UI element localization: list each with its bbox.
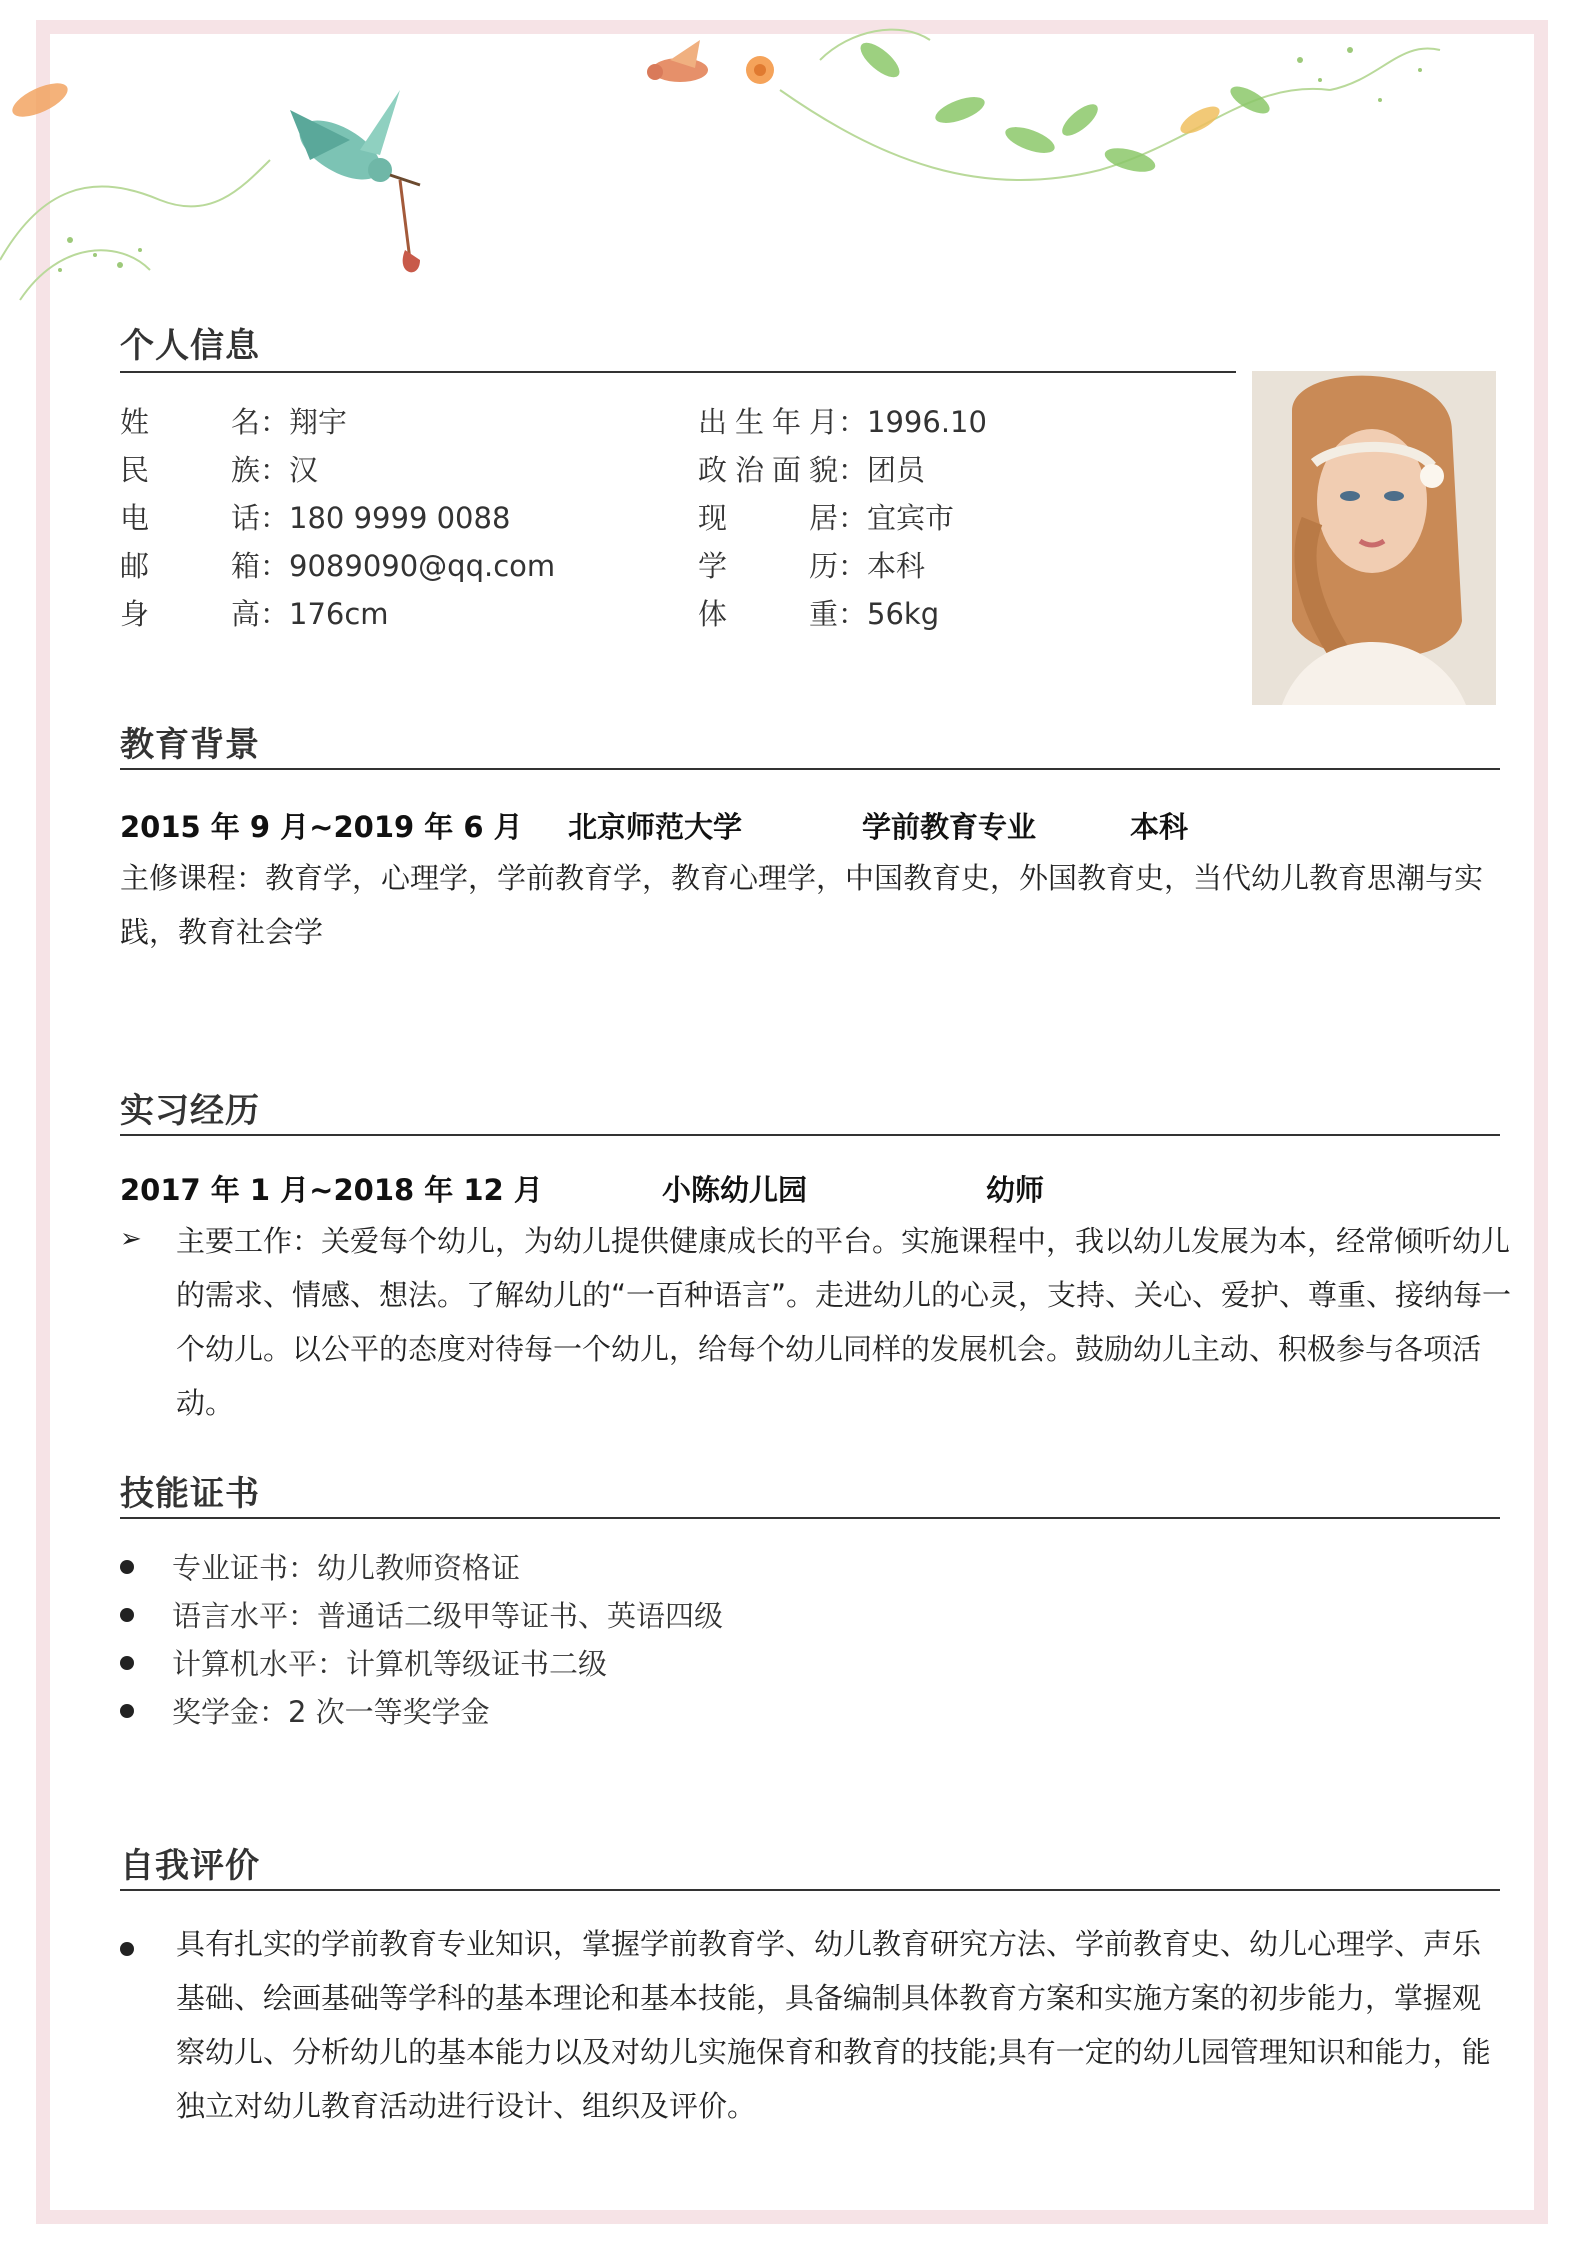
info-value: 180 9999 0088 (289, 501, 511, 535)
info-political: 政治面貌：团员 (698, 448, 925, 489)
floral-decoration (0, 0, 1587, 310)
info-label: 邮箱 (120, 549, 260, 583)
rule-internship (120, 1134, 1500, 1136)
rule-self (120, 1889, 1500, 1891)
section-title-education: 教育背景 (120, 725, 260, 765)
education-school: 北京师范大学 (568, 810, 743, 844)
bullet-dot-icon (120, 1560, 134, 1574)
info-height: 身高：176cm (120, 592, 389, 633)
skill-item: 语言水平：普通话二级甲等证书、英语四级 (120, 1594, 723, 1635)
info-birth: 出生年月：1996.10 (698, 400, 987, 441)
rule-skills (120, 1517, 1500, 1519)
skill-item: 奖学金：2 次一等奖学金 (120, 1690, 490, 1731)
rule-personal (120, 371, 1236, 373)
skill-item: 计算机水平：计算机等级证书二级 (120, 1642, 607, 1683)
info-weight: 体重：56kg (698, 592, 939, 633)
info-value: 本科 (867, 549, 926, 583)
section-title-internship: 实习经历 (120, 1091, 260, 1131)
education-degree: 本科 (1130, 810, 1189, 844)
bullet-dot-icon (120, 1704, 134, 1718)
internship-period: 2017 年 1 月~2018 年 12 月 (120, 1173, 543, 1207)
info-label: 民族 (120, 453, 260, 487)
rule-education (120, 768, 1500, 770)
arrow-bullet-icon: ➢ (120, 1224, 142, 1254)
info-label: 现居 (698, 501, 838, 535)
info-value: 176cm (289, 597, 389, 631)
info-value: 翔宇 (289, 405, 348, 439)
page-frame (36, 20, 1548, 2224)
info-value: 宜宾市 (867, 501, 955, 535)
info-ethnicity: 民族：汉 (120, 448, 318, 489)
internship-org: 小陈幼儿园 (662, 1173, 808, 1207)
bullet-dot-icon (120, 1608, 134, 1622)
section-title-personal: 个人信息 (120, 326, 260, 366)
internship-description: 主要工作：关爱每个幼儿，为幼儿提供健康成长的平台。实施课程中，我以幼儿发展为本，经常倾听幼儿的需求、情感、想法。了解幼儿的“一百种语言”。走进幼儿的心灵，支持、关心、爱护、尊重、接纳每一个幼儿。以公平的态度对待每一个幼儿，给每个幼儿同样的发展机会。鼓励幼儿主动、积极参与各项活动。 (176, 1224, 1512, 1420)
info-label: 学历 (698, 549, 838, 583)
info-value: 1996.10 (867, 405, 987, 439)
info-label: 姓名 (120, 405, 260, 439)
bullet-dot-icon (120, 1942, 134, 1956)
info-value: 56kg (867, 597, 940, 631)
info-label: 政治面貌 (698, 453, 838, 487)
hummingbird-icon (290, 90, 420, 272)
info-label: 出生年月 (698, 405, 838, 439)
education-period: 2015 年 9 月~2019 年 6 月 (120, 810, 523, 844)
avatar (1252, 371, 1496, 705)
section-title-skills: 技能证书 (120, 1474, 260, 1514)
info-email: 邮箱：9089090@qq.com (120, 544, 555, 585)
info-label: 身高 (120, 597, 260, 631)
skill-item: 专业证书：幼儿教师资格证 (120, 1546, 520, 1587)
info-label: 体重 (698, 597, 838, 631)
vine-left (0, 160, 270, 300)
info-name: 姓名：翔宇 (120, 400, 347, 441)
bird-small-icon (647, 40, 708, 82)
dots-left (58, 237, 142, 272)
info-degree: 学历：本科 (698, 544, 925, 585)
internship-role: 幼师 (986, 1173, 1045, 1207)
bullet-dot-icon (120, 1656, 134, 1670)
info-label: 电话 (120, 501, 260, 535)
self-evaluation-text: 具有扎实的学前教育专业知识，掌握学前教育学、幼儿教育研究方法、学前教育史、幼儿心理学、声乐基础、绘画基础等学科的基本理论和基本技能，具备编制具体教育方案和实施方案的初步能力，掌握观察幼儿、分析幼儿的基本能力以及对幼儿实施保育和教育的技能;具有一定的幼儿园管理知识和能力，能独立对幼儿教育活动进行设计、组织及评价。 (176, 1927, 1491, 2123)
info-phone: 电话：180 9999 0088 (120, 496, 510, 537)
info-value: 汉 (289, 453, 319, 487)
section-title-self: 自我评价 (120, 1846, 260, 1886)
education-major: 学前教育专业 (862, 810, 1037, 844)
info-residence: 现居：宜宾市 (698, 496, 954, 537)
flower-icon (746, 56, 774, 84)
info-value: 9089090@qq.com (289, 549, 556, 583)
leaves-right (855, 37, 1273, 176)
education-courses: 主修课程：教育学，心理学，学前教育学，教育心理学，中国教育史，外国教育史，当代幼儿教育思潮与实践，教育社会学 (120, 861, 1484, 949)
leaf-left (8, 76, 73, 123)
info-value: 团员 (867, 453, 926, 487)
